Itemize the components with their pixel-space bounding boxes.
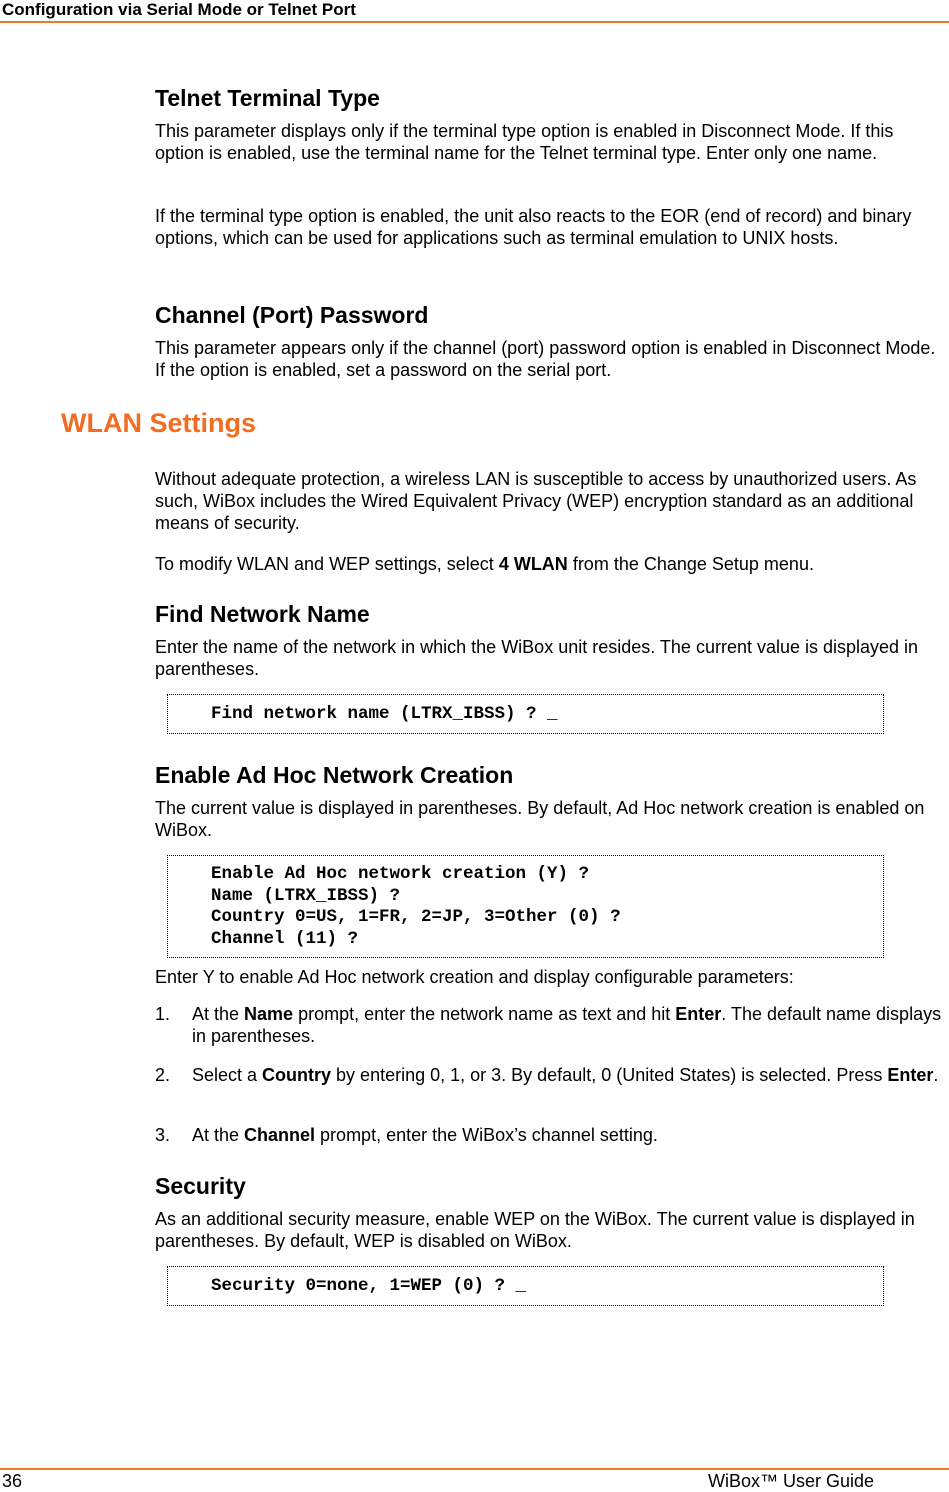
header-rule: [0, 21, 949, 23]
code-block-find-network: [167, 694, 884, 734]
code-line: Find network name (LTRX_IBSS) ? _: [211, 704, 558, 724]
step-number: 1.: [155, 1004, 171, 1024]
code-line: Channel (11) ?: [211, 928, 359, 949]
guide-title: WiBox™ User Guide: [708, 1471, 875, 1491]
section-heading-telnet: Telnet Terminal Type: [155, 85, 380, 111]
paragraph: To modify WLAN and WEP settings, select 4 WLAN from the Change Setup menu.: [155, 554, 814, 574]
step-text: At the Name prompt, enter the network name as text and hit Enter. The default name displays in parentheses.: [192, 1004, 942, 1046]
code-line: Country 0=US, 1=FR, 2=JP, 3=Other (0) ?: [211, 907, 621, 927]
section-heading-channel-password: Channel (Port) Password: [155, 302, 429, 328]
paragraph: The current value is displayed in parentheses. By default, Ad Hoc network creation is enabled on WiBox.: [155, 798, 925, 840]
step-text: Select a Country by entering 0, 1, or 3. By default, 0 (United States) is selected. Press Enter.: [192, 1065, 939, 1085]
running-header: Configuration via Serial Mode or Telnet Port: [2, 0, 356, 19]
paragraph: Enter Y to enable Ad Hoc network creation and display configurable parameters:: [155, 967, 794, 987]
page-number: 36: [2, 1471, 23, 1491]
section-heading-adhoc: Enable Ad Hoc Network Creation: [155, 762, 514, 788]
menu-reference: 4 WLAN: [498, 554, 568, 574]
chapter-heading-wlan: WLAN Settings: [61, 408, 256, 438]
paragraph: This parameter appears only if the channel (port) password option is enabled in Disconnect Mode. If the option is enabled, set a password on the serial port.: [155, 338, 936, 380]
paragraph: Enter the name of the network in which the WiBox unit resides. The current value is displayed in parentheses.: [155, 637, 919, 679]
section-heading-find-network: Find Network Name: [155, 601, 370, 627]
paragraph: If the terminal type option is enabled, the unit also reacts to the EOR (end of record) and binary options, which can be used for applications such as terminal emulation to UNIX hosts.: [155, 206, 912, 248]
code-line: Security 0=none, 1=WEP (0) ? _: [211, 1276, 527, 1296]
step-text: At the Channel prompt, enter the WiBox’s channel setting.: [192, 1125, 658, 1145]
code-line: Enable Ad Hoc network creation (Y) ?: [211, 864, 590, 884]
paragraph: As an additional security measure, enable WEP on the WiBox. The current value is displayed in parentheses. By default, WEP is disabled on WiBox.: [155, 1209, 915, 1251]
code-block-security: [167, 1266, 884, 1306]
footer-rule: [0, 1468, 949, 1470]
step-number: 3.: [155, 1125, 171, 1145]
section-heading-security: Security: [155, 1173, 246, 1199]
code-line: Name (LTRX_IBSS) ?: [211, 885, 401, 906]
step-number: 2.: [155, 1065, 171, 1085]
paragraph: Without adequate protection, a wireless LAN is susceptible to access by unauthorized users. As such, WiBox includes the Wired Equivalent Privacy (WEP) encryption standard as an additional means of security.: [155, 469, 917, 533]
code-block-adhoc: [167, 855, 884, 958]
paragraph: This parameter displays only if the terminal type option is enabled in Disconnect Mode. If this option is enabled, use the terminal name for the Telnet terminal type. Enter only one name.: [155, 121, 894, 163]
